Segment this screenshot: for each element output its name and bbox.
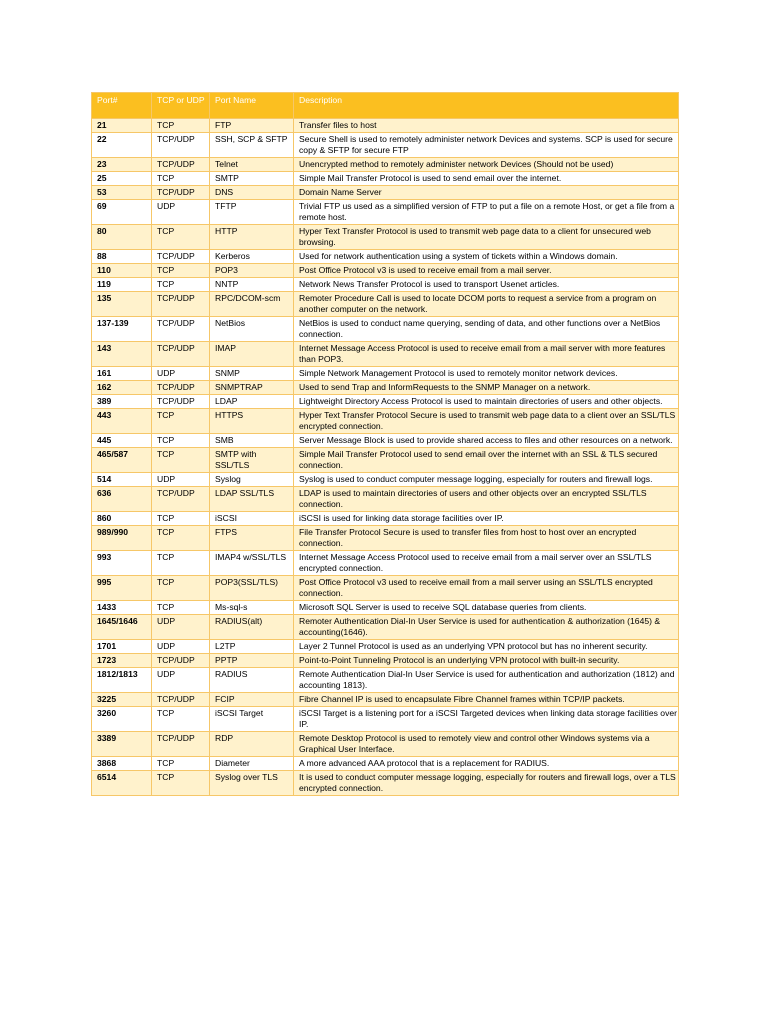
table-row <box>92 434 679 448</box>
port-name-cell: FTP <box>210 119 294 133</box>
port-cell: 3868 <box>92 757 152 771</box>
port-cell: 1433 <box>92 601 152 615</box>
table-row <box>92 395 679 409</box>
protocol-cell: TCP <box>152 551 210 576</box>
table-row <box>92 409 679 434</box>
description-cell: Microsoft SQL Server is used to receive SQL database queries from clients. <box>294 601 679 615</box>
port-cell: 1723 <box>92 654 152 668</box>
port-name-cell: FCIP <box>210 693 294 707</box>
protocol-cell: TCP/UDP <box>152 342 210 367</box>
table-row <box>92 158 679 172</box>
table-row <box>92 771 679 796</box>
description-cell: Secure Shell is used to remotely administer network Devices and systems. SCP is used for secure copy & SFTP for secure FTP <box>294 133 679 158</box>
port-name-cell: PPTP <box>210 654 294 668</box>
description-cell: Point-to-Point Tunneling Protocol is an underlying VPN protocol with built-in security. <box>294 654 679 668</box>
description-cell: Syslog is used to conduct computer message logging, especially for routers and firewall logs. <box>294 473 679 487</box>
protocol-cell: UDP <box>152 615 210 640</box>
table-row <box>92 200 679 225</box>
port-name-cell: SNMP <box>210 367 294 381</box>
port-cell: 445 <box>92 434 152 448</box>
port-name-cell: LDAP SSL/TLS <box>210 487 294 512</box>
port-name-cell: HTTPS <box>210 409 294 434</box>
port-cell: 993 <box>92 551 152 576</box>
port-cell: 1645/1646 <box>92 615 152 640</box>
port-cell: 69 <box>92 200 152 225</box>
port-cell: 3260 <box>92 707 152 732</box>
protocol-cell: UDP <box>152 668 210 693</box>
table-row <box>92 473 679 487</box>
port-cell: 80 <box>92 225 152 250</box>
port-cell: 119 <box>92 278 152 292</box>
header-description: Description <box>294 93 679 119</box>
port-name-cell: NetBios <box>210 317 294 342</box>
protocol-cell: TCP <box>152 576 210 601</box>
protocol-cell: TCP <box>152 512 210 526</box>
port-name-cell: POP3 <box>210 264 294 278</box>
port-cell: 1812/1813 <box>92 668 152 693</box>
table-row <box>92 526 679 551</box>
port-name-cell: Ms-sql-s <box>210 601 294 615</box>
protocol-cell: TCP <box>152 601 210 615</box>
table-row <box>92 654 679 668</box>
description-cell: iSCSI Target is a listening port for a iSCSI Targeted devices when linking data storage facilities over IP. <box>294 707 679 732</box>
port-name-cell: RADIUS <box>210 668 294 693</box>
port-cell: 3225 <box>92 693 152 707</box>
header-protocol: TCP or UDP <box>152 93 210 119</box>
port-name-cell: RDP <box>210 732 294 757</box>
port-cell: 6514 <box>92 771 152 796</box>
ports-table <box>91 92 679 796</box>
port-name-cell: DNS <box>210 186 294 200</box>
protocol-cell: TCP <box>152 119 210 133</box>
port-cell: 23 <box>92 158 152 172</box>
port-name-cell: Syslog <box>210 473 294 487</box>
port-name-cell: HTTP <box>210 225 294 250</box>
port-name-cell: RADIUS(alt) <box>210 615 294 640</box>
protocol-cell: TCP/UDP <box>152 395 210 409</box>
table-row <box>92 707 679 732</box>
port-cell: 514 <box>92 473 152 487</box>
table-body <box>92 119 679 796</box>
port-cell: 88 <box>92 250 152 264</box>
description-cell: A more advanced AAA protocol that is a replacement for RADIUS. <box>294 757 679 771</box>
protocol-cell: TCP/UDP <box>152 654 210 668</box>
description-cell: Simple Mail Transfer Protocol used to send email over the internet with an SSL & TLS secured connection. <box>294 448 679 473</box>
port-cell: 110 <box>92 264 152 278</box>
description-cell: Domain Name Server <box>294 186 679 200</box>
table-row <box>92 487 679 512</box>
description-cell: Network News Transfer Protocol is used to transport Usenet articles. <box>294 278 679 292</box>
table-row <box>92 576 679 601</box>
protocol-cell: TCP <box>152 264 210 278</box>
protocol-cell: TCP <box>152 707 210 732</box>
table-row <box>92 264 679 278</box>
port-name-cell: IMAP <box>210 342 294 367</box>
description-cell: Trivial FTP us used as a simplified version of FTP to put a file on a remote Host, or get a file from a remote host. <box>294 200 679 225</box>
port-name-cell: SMTP <box>210 172 294 186</box>
protocol-cell: UDP <box>152 640 210 654</box>
port-name-cell: FTPS <box>210 526 294 551</box>
protocol-cell: TCP <box>152 172 210 186</box>
header-port: Port# <box>92 93 152 119</box>
port-name-cell: TFTP <box>210 200 294 225</box>
table-row <box>92 668 679 693</box>
protocol-cell: TCP/UDP <box>152 381 210 395</box>
description-cell: Remote Desktop Protocol is used to remotely view and control other Windows systems via a Graphical User Interface. <box>294 732 679 757</box>
table-row <box>92 278 679 292</box>
protocol-cell: TCP <box>152 757 210 771</box>
port-name-cell: SMTP with SSL/TLS <box>210 448 294 473</box>
table-row <box>92 250 679 264</box>
description-cell: It is used to conduct computer message logging, especially for routers and firewall logs, over a TLS encrypted connection. <box>294 771 679 796</box>
port-cell: 135 <box>92 292 152 317</box>
port-cell: 3389 <box>92 732 152 757</box>
protocol-cell: TCP <box>152 278 210 292</box>
description-cell: Internet Message Access Protocol is used to receive email from a mail server with more features than POP3. <box>294 342 679 367</box>
description-cell: Simple Mail Transfer Protocol is used to send email over the internet. <box>294 172 679 186</box>
protocol-cell: TCP/UDP <box>152 158 210 172</box>
description-cell: Unencrypted method to remotely administer network Devices (Should not be used) <box>294 158 679 172</box>
table-row <box>92 119 679 133</box>
table-row <box>92 292 679 317</box>
port-name-cell: SMB <box>210 434 294 448</box>
port-name-cell: L2TP <box>210 640 294 654</box>
description-cell: Server Message Block is used to provide shared access to files and other resources on a network. <box>294 434 679 448</box>
description-cell: Fibre Channel IP is used to encapsulate Fibre Channel frames within TCP/IP packets. <box>294 693 679 707</box>
table-row <box>92 693 679 707</box>
protocol-cell: TCP/UDP <box>152 292 210 317</box>
description-cell: Hyper Text Transfer Protocol Secure is used to transmit web page data to a client over an SSL/TLS encrypted connection. <box>294 409 679 434</box>
table-row <box>92 601 679 615</box>
description-cell: Transfer files to host <box>294 119 679 133</box>
description-cell: Remoter Procedure Call is used to locate DCOM ports to request a service from a program on another computer on the network. <box>294 292 679 317</box>
port-name-cell: iSCSI <box>210 512 294 526</box>
port-cell: 443 <box>92 409 152 434</box>
header-row <box>92 93 679 119</box>
protocol-cell: TCP/UDP <box>152 487 210 512</box>
port-name-cell: SNMPTRAP <box>210 381 294 395</box>
protocol-cell: TCP <box>152 448 210 473</box>
port-cell: 53 <box>92 186 152 200</box>
description-cell: Layer 2 Tunnel Protocol is used as an underlying VPN protocol but has no inherent security. <box>294 640 679 654</box>
port-cell: 860 <box>92 512 152 526</box>
description-cell: Remote Authentication Dial-In User Service is used for authentication and authorization (1812) and accounting 1813). <box>294 668 679 693</box>
protocol-cell: TCP/UDP <box>152 250 210 264</box>
description-cell: iSCSI is used for linking data storage facilities over IP. <box>294 512 679 526</box>
description-cell: File Transfer Protocol Secure is used to transfer files from host to host over an encrypted connection. <box>294 526 679 551</box>
protocol-cell: TCP/UDP <box>152 732 210 757</box>
port-cell: 161 <box>92 367 152 381</box>
description-cell: Hyper Text Transfer Protocol is used to transmit web page data to a client for unsecured web browsing. <box>294 225 679 250</box>
protocol-cell: TCP <box>152 225 210 250</box>
description-cell: Lightweight Directory Access Protocol is used to maintain directories of users and other objects. <box>294 395 679 409</box>
port-name-cell: NNTP <box>210 278 294 292</box>
description-cell: Simple Network Management Protocol is used to remotely monitor network devices. <box>294 367 679 381</box>
description-cell: Internet Message Access Protocol used to receive email from a mail server over an SSL/TLS encrypted connection. <box>294 551 679 576</box>
port-cell: 1701 <box>92 640 152 654</box>
port-cell: 22 <box>92 133 152 158</box>
port-cell: 995 <box>92 576 152 601</box>
protocol-cell: TCP/UDP <box>152 317 210 342</box>
table-row <box>92 551 679 576</box>
description-cell: Post Office Protocol v3 is used to receive email from a mail server. <box>294 264 679 278</box>
protocol-cell: TCP/UDP <box>152 186 210 200</box>
port-name-cell: SSH, SCP & SFTP <box>210 133 294 158</box>
protocol-cell: UDP <box>152 473 210 487</box>
port-name-cell: LDAP <box>210 395 294 409</box>
table-row <box>92 512 679 526</box>
port-name-cell: Diameter <box>210 757 294 771</box>
description-cell: Used for network authentication using a system of tickets within a Windows domain. <box>294 250 679 264</box>
description-cell: Used to send Trap and InformRequests to the SNMP Manager on a network. <box>294 381 679 395</box>
description-cell: Post Office Protocol v3 used to receive email from a mail server using an SSL/TLS encrypted connection. <box>294 576 679 601</box>
table-row <box>92 640 679 654</box>
header-port-name: Port Name <box>210 93 294 119</box>
table-row <box>92 317 679 342</box>
protocol-cell: TCP/UDP <box>152 133 210 158</box>
protocol-cell: TCP <box>152 434 210 448</box>
port-name-cell: RPC/DCOM-scm <box>210 292 294 317</box>
description-cell: NetBios is used to conduct name querying, sending of data, and other functions over a NetBios connection. <box>294 317 679 342</box>
protocol-cell: UDP <box>152 367 210 381</box>
protocol-cell: TCP <box>152 409 210 434</box>
table-row <box>92 133 679 158</box>
table-row <box>92 225 679 250</box>
port-name-cell: POP3(SSL/TLS) <box>210 576 294 601</box>
protocol-cell: TCP <box>152 771 210 796</box>
table-row <box>92 367 679 381</box>
port-cell: 636 <box>92 487 152 512</box>
description-cell: Remoter Authentication Dial-In User Service is used for authentication & authorization (1645) & accounting(1646). <box>294 615 679 640</box>
port-name-cell: IMAP4 w/SSL/TLS <box>210 551 294 576</box>
description-cell: LDAP is used to maintain directories of users and other objects over an encrypted SSL/TLS connection. <box>294 487 679 512</box>
table-row <box>92 186 679 200</box>
protocol-cell: UDP <box>152 200 210 225</box>
protocol-cell: TCP/UDP <box>152 693 210 707</box>
port-cell: 137-139 <box>92 317 152 342</box>
port-cell: 389 <box>92 395 152 409</box>
protocol-cell: TCP <box>152 526 210 551</box>
port-cell: 21 <box>92 119 152 133</box>
port-name-cell: iSCSI Target <box>210 707 294 732</box>
table-row <box>92 172 679 186</box>
port-cell: 162 <box>92 381 152 395</box>
table-row <box>92 757 679 771</box>
table-row <box>92 342 679 367</box>
table-row <box>92 615 679 640</box>
table-row <box>92 448 679 473</box>
table-row <box>92 381 679 395</box>
table-row <box>92 732 679 757</box>
port-cell: 25 <box>92 172 152 186</box>
port-cell: 989/990 <box>92 526 152 551</box>
port-name-cell: Kerberos <box>210 250 294 264</box>
table-header <box>92 93 679 119</box>
port-cell: 143 <box>92 342 152 367</box>
port-name-cell: Syslog over TLS <box>210 771 294 796</box>
port-cell: 465/587 <box>92 448 152 473</box>
port-name-cell: Telnet <box>210 158 294 172</box>
